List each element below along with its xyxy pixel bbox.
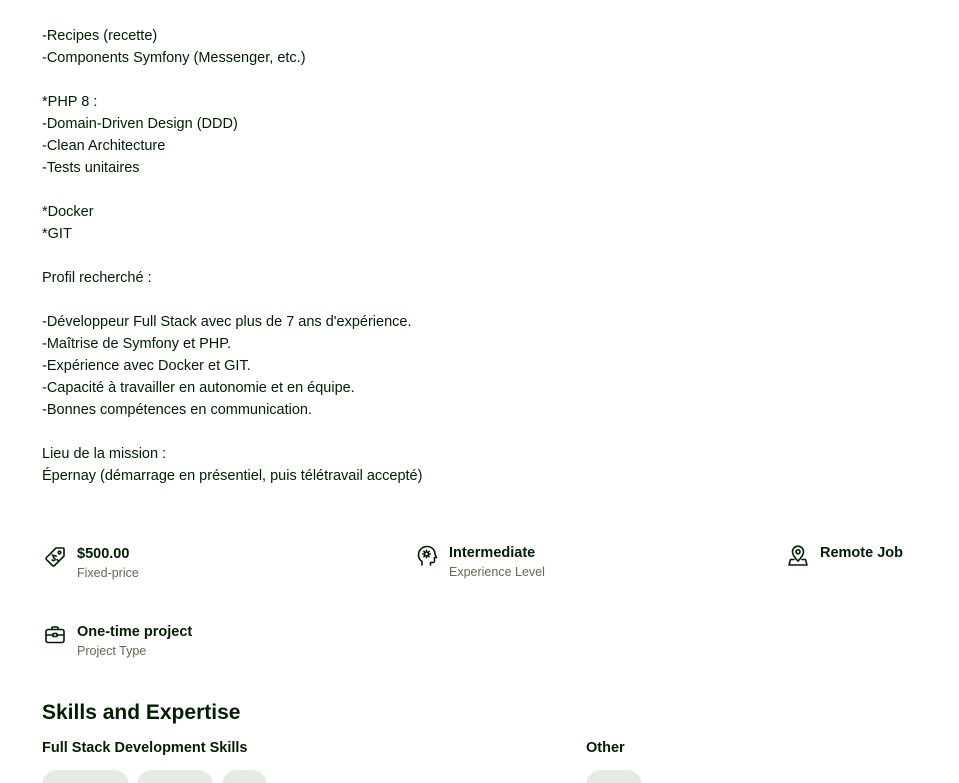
description-line: *PHP 8 : xyxy=(42,94,98,110)
project-type-value: One-time project xyxy=(77,624,193,640)
price-tag-icon xyxy=(42,544,68,570)
feature-price xyxy=(42,544,139,582)
price-value: $500.00 xyxy=(77,546,130,562)
skill-chip[interactable] xyxy=(42,770,129,783)
skills-section-title: Skills and Expertise xyxy=(42,701,241,724)
brain-gear-icon xyxy=(414,543,440,569)
skill-group-title-full-stack: Full Stack Development Skills xyxy=(42,740,248,756)
description-line: -Capacité à travailler en autonomie et en équipe. xyxy=(42,380,355,396)
description-line: *GIT xyxy=(42,226,72,242)
experience-value: Intermediate xyxy=(449,545,536,561)
description-line xyxy=(42,245,902,267)
feature-project-type xyxy=(42,622,192,660)
skill-chip[interactable] xyxy=(137,770,213,783)
job-description xyxy=(42,25,902,487)
description-line: -Clean Architecture xyxy=(42,138,166,154)
feature-experience xyxy=(414,543,545,581)
description-line: -Bonnes compétences en communication. xyxy=(42,402,313,418)
description-line xyxy=(42,289,902,311)
description-line xyxy=(42,69,902,91)
price-label: Fixed-price xyxy=(77,566,139,580)
description-line: -Expérience avec Docker et GIT. xyxy=(42,358,251,374)
description-line: Épernay (démarrage en présentiel, puis télétravail accepté) xyxy=(42,468,423,484)
briefcase-icon xyxy=(42,622,68,648)
description-line: -Tests unitaires xyxy=(42,160,140,176)
description-line: -Développeur Full Stack avec plus de 7 ans d'expérience. xyxy=(42,314,412,330)
description-line xyxy=(42,421,902,443)
description-line: -Recipes (recette) xyxy=(42,28,158,44)
description-line: -Components Symfony (Messenger, etc.) xyxy=(42,50,306,66)
description-line xyxy=(42,179,902,201)
description-line: Lieu de la mission : xyxy=(42,446,167,462)
project-type-label: Project Type xyxy=(77,644,147,658)
map-pin-icon xyxy=(785,543,811,569)
description-line: -Maîtrise de Symfony et PHP. xyxy=(42,336,232,352)
location-value: Remote Job xyxy=(820,545,903,561)
skill-chip[interactable] xyxy=(586,770,642,783)
description-line: *Docker xyxy=(42,204,94,220)
skill-group-title-other: Other xyxy=(586,740,625,756)
description-line: Profil recherché : xyxy=(42,270,152,286)
experience-label: Experience Level xyxy=(449,565,545,579)
feature-location xyxy=(785,543,903,569)
skill-chip[interactable] xyxy=(222,770,267,783)
description-line: -Domain-Driven Design (DDD) xyxy=(42,116,238,132)
